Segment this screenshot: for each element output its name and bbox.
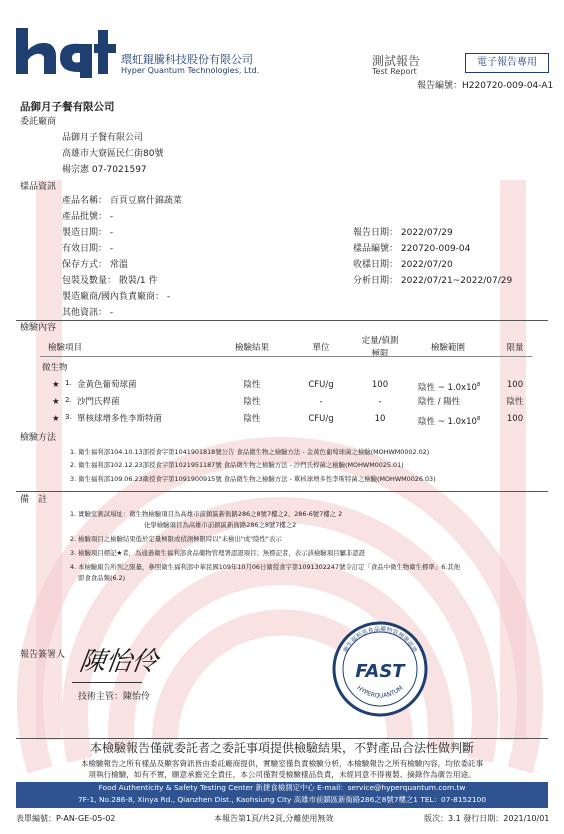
sample-section-title: 樣品資訊 [20,182,57,192]
row-number: 2. [65,396,72,404]
accredited-star-mark: ★ [52,397,60,407]
test-item: 單核球增多性李斯特菌 [77,414,163,424]
sample-report-date: 報告日期： 2022/07/29 [353,228,453,238]
method-item: 1. 衛生福利部104.10.13部授食字第1041901818號公告 食品微生物之檢驗方法 - 金黃色葡萄球菌之檢驗(MOHWM0002.02) [70,448,430,456]
test-unit: CFU/g [308,414,334,424]
divider [16,320,548,321]
signature-label: 報告簽署人 [20,650,66,660]
row-number: 1. [65,379,72,387]
test-result: 陰性 [243,414,261,424]
test-detection-limit: 10 [374,414,386,424]
hqt-logo [16,24,116,78]
disclaimer-line: 本檢驗報告之所有樣品及顯客資訊皆由委託廠商提供，實驗室僅負責檢驗分析，本檢驗報告之所有檢驗內容，均依委託事 [80,759,484,768]
test-result: 陰性 [243,380,261,390]
page-info: 本報告第1頁/共2頁,分離使用無效 [214,814,334,823]
sample-exp-date: 有效日期： - [62,244,114,254]
test-item: 金黃色葡萄球菌 [77,380,137,390]
lab-info-line: 7F-1, No.286-8, Xinya Rd., Qianzhen Dist., Kaohsiung City 高雄市前鎮區新衙路286之8號7樓之1 TEL：07-8152100 [77,795,487,804]
report-title-cn: 測試報告 [372,54,421,68]
note-item: 4. 本檢驗報告所列之限量，參照衛生福利部中華民國109年10月06日衛授食字第1091302247號令訂定「食品中微生物衛生標準」6.其他 [70,563,461,571]
svg-text:衛生福利部食品藥物管理署認證: 衛生福利部食品藥物管理署認證 [342,625,418,654]
report-title-en: Test Report [372,67,417,76]
sample-mfg-date: 製造日期： - [62,228,114,238]
company-name-en: Hyper Quantum Technologies, Ltd. [121,66,260,75]
report-number: 報告編號：H220720-009-04-A1 [417,81,554,91]
svg-text:HYPERQUANTUM: HYPERQUANTUM [355,684,405,700]
accredited-star-mark: ★ [52,380,60,390]
note-item: 2. 檢驗項目之檢驗結果低於定量極限或偵測極限時以"未檢出"或"陰性"表示 [70,535,282,543]
test-range: 陰性 / 陽性 [418,397,461,407]
col-header-item: 檢驗項目 [48,343,83,353]
fast-accreditation-seal [332,615,428,719]
client-address: 高雄市大寮區民仁街80號 [62,149,164,159]
test-item: 沙門氏桿菌 [77,397,120,407]
col-header-result: 檢驗結果 [234,343,269,353]
test-max-limit: 100 [506,414,524,424]
recipient-name: 品御月子餐有限公司 [20,101,115,113]
col-header-unit: 單位 [312,343,330,353]
client-section-title: 委託廠商 [20,117,57,127]
handwritten-signature: 陳怡伶 [77,647,160,677]
table-header-rule [40,356,532,357]
test-range: 陰性 ~ $1.0x10^8$ [418,382,481,393]
accredited-star-mark: ★ [52,414,60,424]
test-max-limit: 陰性 [506,397,524,407]
row-number: 3. [65,413,72,421]
test-unit: CFU/g [308,380,334,390]
test-section-title: 檢驗內容 [20,323,57,333]
disclaimer-line: 項執行檢驗，如有不實，願意承擔完全責任，本公司僅對受檢驗樣品負責，未經同意不得複製、摘錄作為廣告用途。 [88,770,476,779]
col-header-max: 限量 [506,343,524,353]
note-item: 化學檢驗項目為高雄市前鎮區新衙路286之8號7樓之2 [144,521,297,529]
lab-info-line: Food Authenticity & Safety Testing Center 新捷食檢測定中心 E-mail：service@hyperquantum.com.tw [98,783,466,792]
svg-text:FAST: FAST [355,661,405,682]
electronic-report-badge: 電子報告專用 [465,53,549,73]
sample-analysis-date: 分析日期： 2022/07/21~2022/07/29 [353,276,513,286]
client-contact: 楊宗憲 07-7021597 [62,165,147,175]
signature-line [72,682,142,683]
method-item: 2. 衛生福利部102.12.23部授食字第1021951187號 食品微生物之檢驗方法 - 沙門氏桿菌之檢驗(MOHWM0025.01) [70,461,404,469]
col-header-range: 檢驗範圍 [430,343,465,353]
test-detection-limit: 100 [371,380,389,390]
divider [16,738,548,739]
test-detection-limit: - [378,397,382,407]
col-header-limit-line2: 極限 [371,349,389,359]
sample-id: 樣品編號： 220720-009-04 [353,244,471,254]
divider [16,491,548,492]
test-max-limit: 100 [506,380,524,390]
sample-package: 包裝及數量： 散裝/1 件 [62,276,158,286]
lab-info-band [16,782,548,808]
sample-product-name: 產品名稱： 百頁豆腐什錦蔬菜 [62,196,182,206]
sample-storage: 保存方式： 常溫 [62,260,128,270]
test-range: 陰性 ~ $1.0x10^8$ [418,416,481,427]
company-name-cn: 環虹錕騰科技股份有限公司 [121,53,253,66]
test-unit: - [319,397,323,407]
methods-section-title: 檢驗方法 [20,433,57,443]
signer-title: 技術主管：陳怡伶 [78,692,151,702]
note-item: 3. 檢驗項目標記★者，為通過衛生福利部食品藥物管理署認證項目；無標記者，表示該檢驗項目屬非認證 [70,549,366,557]
notes-section-title: 備 註 [20,495,48,505]
sample-manufacturer: 製造廠商/國內負責廠商： - [62,292,171,302]
method-item: 3. 衛生福利部109.06.23衛授食字第1091900915號 食品微生物之檢驗方法 - 單核球增多性李斯特菌之檢驗(MOHWM0026.03) [70,475,436,483]
sample-other: 其他資訊： - [62,308,114,318]
disclaimer-headline: 本檢驗報告僅就委託者之委託事項提供檢驗結果，不對產品合法性做判斷 [89,741,474,755]
sample-batch: 產品批號： - [62,212,114,222]
col-header-limit-line1: 定量/偵測 [361,336,399,346]
sample-received-date: 收樣日期： 2022/07/20 [353,260,453,270]
version-info: 版次：3.1 發行日期：2021/10/01 [424,814,550,823]
test-category: 微生物 [42,363,68,373]
form-number: 表單編號：P-AN-GE-05-02 [16,814,116,823]
client-name: 品御月子餐有限公司 [62,133,144,143]
note-item: 1. 實驗室測試場址：微生物檢驗項目為高雄市前鎮區新衙路286之8號7樓之2、286-6號7樓之 2 [70,510,343,518]
note-item: 即食食品類(6.2) [78,574,126,582]
test-result: 陰性 [243,397,261,407]
